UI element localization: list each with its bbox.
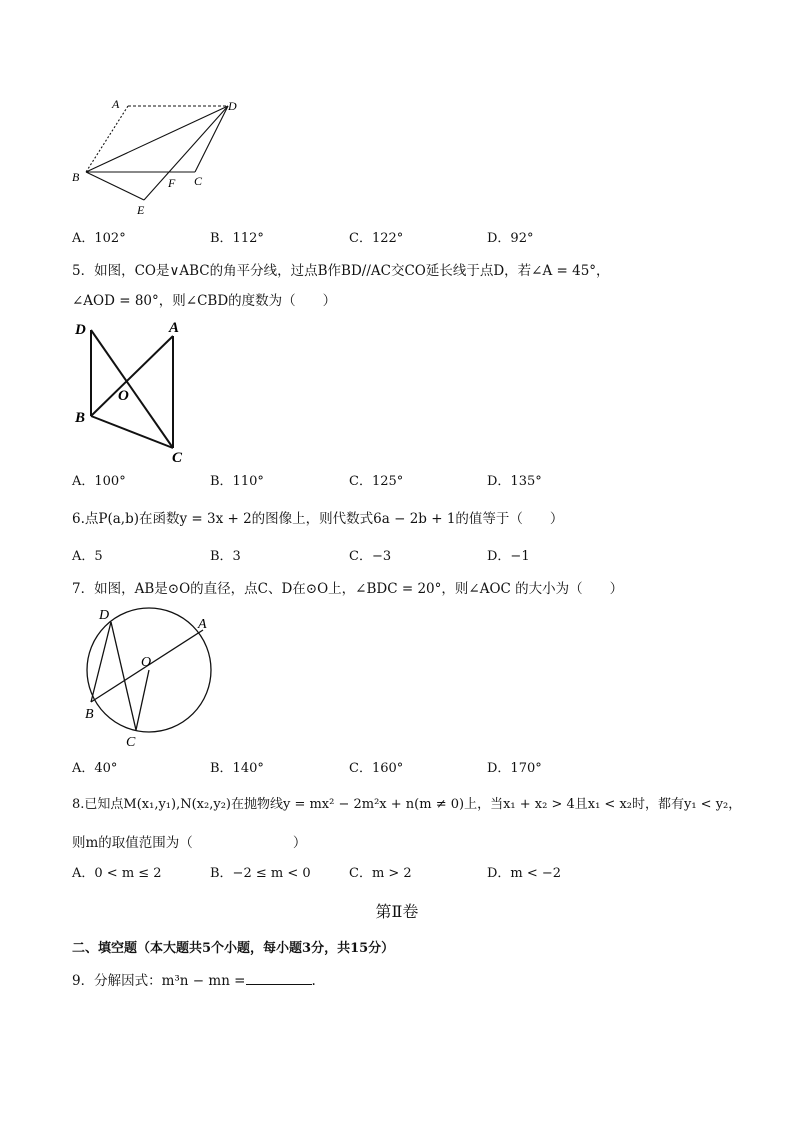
- q6-option-a[interactable]: A．5: [72, 549, 103, 564]
- q8-stem-line1: 8.已知点M(x₁,y₁),N(x₂,y₂)在抛物线y = mx² − 2m²x + n(m ≠ 0)上，当x₁ + x₂ > 4且x₁ < x₂时，都有y₁ < y₂，: [72, 797, 742, 812]
- q4-option-c[interactable]: C．122°: [349, 231, 404, 246]
- q4-option-b[interactable]: B．112°: [210, 231, 264, 246]
- q4-label-B: B: [72, 170, 80, 184]
- q7-option-c[interactable]: C．160°: [349, 761, 404, 776]
- q8-stem-line2-prefix: 则m的取值范围为（: [72, 835, 193, 851]
- q7-figure: [78, 604, 223, 752]
- q4-option-a[interactable]: A．102°: [72, 231, 126, 246]
- q4-figure: [60, 92, 260, 222]
- q7-option-b[interactable]: B．140°: [210, 761, 264, 776]
- q5-label-D: D: [75, 322, 86, 338]
- q9-answer-blank[interactable]: [246, 972, 312, 985]
- q7-label-B: B: [85, 707, 94, 722]
- q7-label-C: C: [126, 735, 136, 750]
- q9-stem: [72, 972, 316, 990]
- q8-option-c[interactable]: C．m > 2: [349, 866, 412, 881]
- q4-label-A: A: [112, 97, 120, 111]
- q7-label-D: D: [99, 608, 110, 623]
- q6-option-c[interactable]: C．−3: [349, 549, 392, 564]
- q4-segment-BD: [86, 106, 228, 172]
- q7-option-a[interactable]: A．40°: [72, 761, 118, 776]
- q8-option-d[interactable]: D．m < −2: [487, 866, 562, 881]
- q9-stem-prefix: 9．分解因式：m³n − mn =: [72, 973, 246, 989]
- q4-segment-BE: [86, 172, 144, 200]
- q7-option-d[interactable]: D．170°: [487, 761, 542, 776]
- q5-option-a[interactable]: A．100°: [72, 474, 126, 489]
- q5-stem-line2: ∠AOD = 80°，则∠CBD的度数为（ ）: [72, 293, 337, 309]
- q4-option-d[interactable]: D．92°: [487, 231, 534, 246]
- q7-stem: 7．如图，AB是⊙O的直径，点C、D在⊙O上，∠BDC = 20°，则∠AOC 的大小为（ ）: [72, 581, 624, 597]
- q4-label-F: F: [168, 176, 176, 190]
- q8-stem-line2-suffix: ）: [292, 835, 307, 851]
- q7-label-O: O: [141, 655, 152, 670]
- section2-heading: 二、填空题（本大题共5个小题，每小题3分，共15分）: [72, 941, 395, 956]
- q7-label-A: A: [198, 617, 207, 632]
- q4-label-E: E: [137, 203, 145, 217]
- q4-segment-ED: [144, 106, 228, 200]
- q5-label-O: O: [118, 388, 129, 404]
- q5-option-b[interactable]: B．110°: [210, 474, 264, 489]
- q5-label-B: B: [75, 410, 86, 426]
- part2-title: 第Ⅱ卷: [375, 902, 419, 921]
- q6-option-b[interactable]: B．3: [210, 549, 241, 564]
- q7-radius-OC: [136, 670, 149, 730]
- q4-label-C: C: [194, 174, 203, 188]
- q6-stem: 6.点P(a,b)在函数y = 3x + 2的图像上，则代数式6a − 2b + 1的值等于（ ）: [72, 511, 564, 527]
- q4-label-D: D: [228, 99, 237, 113]
- q5-option-c[interactable]: C．125°: [349, 474, 404, 489]
- q8-option-a[interactable]: A．0 < m ≤ 2: [72, 866, 162, 881]
- q8-option-b[interactable]: B．−2 ≤ m < 0: [210, 866, 311, 881]
- q6-option-d[interactable]: D．−1: [487, 549, 530, 564]
- q5-label-C: C: [172, 450, 183, 466]
- q7-chord-DB: [91, 622, 111, 702]
- q8-stem-line2: [72, 834, 306, 852]
- q9-stem-suffix: .: [311, 973, 316, 989]
- q5-figure: [68, 316, 198, 468]
- q5-option-d[interactable]: D．135°: [487, 474, 542, 489]
- q5-stem-line1: 5．如图，CO是∨ABC的角平分线，过点B作BD//AC交CO延长线于点D，若∠A = 45°，: [72, 263, 610, 279]
- q5-label-A: A: [169, 320, 180, 336]
- q4-segment-CD: [195, 106, 228, 172]
